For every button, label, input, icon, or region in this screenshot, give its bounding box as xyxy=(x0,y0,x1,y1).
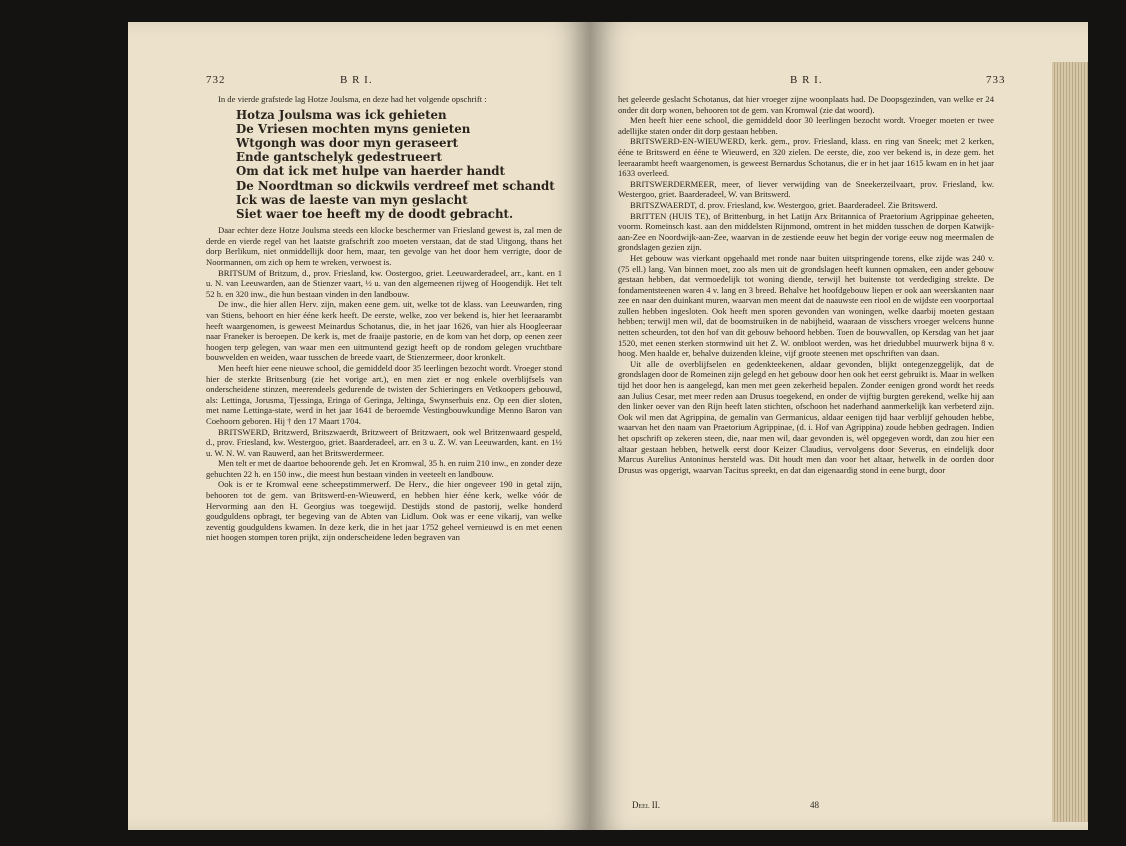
paragraph: Men heeft hier eene school, die gemiddeld door 30 leerlingen bezocht wordt. Vroeger moeten er twee adellijke staten onder dit dorp gestaan hebben. xyxy=(618,115,994,136)
paragraph: Men telt er met de daartoe behoorende geh. Jet en Kromwal, 35 h. en ruim 210 inw., en zonder deze gehuchten 22 h. en 150 inw., die meest hun bestaan vinden in veeteelt en landbouw. xyxy=(206,458,562,479)
verse-line: Wtgongh was door myn geraseert xyxy=(236,136,459,150)
left-page-text xyxy=(206,94,562,543)
entry-britswerd-en-wieuwerd: BRITSWERD-EN-WIEUWERD, kerk. gem., prov. Friesland, klass. en ring van Sneek; met 2 kerken, ééne te Britswerd en ééne te Wieuwerd, en 320 zielen. De eerste, die, zoo ver bekend is, in deze gem. het leeraarambt heeft waargenomen, is geweest Bernardus Schotanus, die er in het jaar 1615 kwam en in het jaar 1633 overleed. xyxy=(618,136,994,179)
page-number-left: 732 xyxy=(206,74,226,86)
page-number-right: 733 xyxy=(986,74,1006,86)
paragraph: Daar echter deze Hotze Joulsma steeds een klocke beschermer van Friesland gewest is, zal men de derde en vierde regel van het laatste grafschrift zoo moeten verstaan, dat de stad Uitgong, thans het dorp Berlikum, niet onmiddellijk door hem, maar, ten gevolge van het door hem verrigte, door de Noormannen, om zich op hem te wreken, verwoest is. xyxy=(206,225,562,267)
verse-line: Ende gantschelyk gedestrueert xyxy=(236,150,442,165)
running-head-left: B R I. xyxy=(340,74,373,86)
verse-line: Ick was de laeste van myn geslacht xyxy=(236,192,468,207)
entry-britswerdermeer: BRITSWERDERMEER, meer, of liever verwijding van de Sneekerzeilvaart, prov. Friesland, kw. Westergoo, griet. Baarderadeel, W. van Britswerd. xyxy=(618,178,994,200)
entry-britsum: BRITSUM of Britzum, d., prov. Friesland, kw. Oostergoo, griet. Leeuwarderadeel, arr., kant. en 1 u. N. van Leeuwarden, aan de Stienzer vaart, ½ u. van den algemeenen rijweg of Hoogendijk. Het telt 52 h. en 320 inw., die hun bestaan vinden in den landbouw. xyxy=(206,267,562,299)
intro-line: In de vierde grafstede lag Hotze Joulsma, en deze had het volgende opschrift : xyxy=(218,94,487,104)
verse-line: Siet waer toe heeft my de doodt gebracht. xyxy=(236,207,514,222)
entry-britten: BRITTEN (HUIS TE), of Brittenburg, in het Latijn Arx Britannica of Praetorium Agrippinae geheeten, voorm. Romeinsch kast. aan den middelsten Rijnmond, omtrent in het midden tusschen de dorpen Katwijk-aan-Zee en Noordwijk-aan-Zee, waarvan in de zestiende eeuw het begin der vorige eeuw nog meermalen de grondslagen gezien zijn. xyxy=(618,210,994,253)
entry-britswerd: BRITSWERD, Britzwerd, Britszwaerdt, Britzweert of Britzwaert, ook wel Britzenwaard gespeld, d., prov. Friesland, kw. Westergoo, griet. Baarderadeel, arr. en 3 u. Z. W. van Leeuwarden, kant. en 1½ u. W. N. W. van Rauwerd, aan het Britswerdermeer. xyxy=(206,426,562,458)
entry-britszwaerdt: BRITSZWAERDT, d. prov. Friesland, kw. Westergoo, griet. Baarderadeel. Zie Britswerd. xyxy=(630,199,938,210)
verse-line: De Noordtman so dickwils verdreef met schandt xyxy=(236,178,555,193)
verse-line: Hotza Joulsma was ick gehieten xyxy=(236,107,447,122)
paragraph: het geleerde geslacht Schotanus, dat hier vroeger zijne woonplaats had. De Doopsgezinden, van welke er 24 onder dit dorp wonen, behooren tot de gem. van Kromwal (zie dat woord). xyxy=(618,94,994,115)
left-page xyxy=(128,22,590,830)
paragraph: De inw., die hier allen Herv. zijn, maken eene gem. uit, welke tot de klass. van Leeuwarden, ring van Stiens, behoort en hier ééne kerk heeft. De eerste, welke, zoo ver bekend is, hier het leeraarambt heeft waargenomen, is geweest Meinardus Schotanus, die, in het jaar 1626, van hier als Hoogleeraar naar Franeker is beroepen. De kerk is, met de fraaije pastorie, en de kom van het dorp, op eenen zeer hoogen terp gelegen, van waar men een uitmuntend gezigt heeft op de rondom gelegen vruchtbare bouwvelden en weiden, waar tusschen de breede vaart, de Stienzermeer, door kronkelt. xyxy=(206,299,562,363)
paragraph: Uit alle de overblijfselen en gedenkteekenen, aldaar gevonden, blijkt ontegenzeggelijk, dat de grondslagen door de Romeinen zijn gelegd en het gebouw door hen ook het eerst gebruikt is. Maar in welken tijd het door hen is aangelegd, kan men met geen zekerheid bepalen. Zonder eenigen grond wordt het reeds aan Julius Cesar, met meer reden aan Drusus toegekend, en onder de vijftig burgten gerekend, welke hij aan den linker oever van den Rijn heeft laten stichten, ofschoon het naderhand aanmerkelijk kan verbeterd zijn. Ook wil men dat Agrippina, de gemalin van Germanicus, aldaar eenigen tijd haar verblijf gehouden hebbe, waarvan het den naam van Praetorium Agrippinae, (d. i. Hof van Agrippina) zoude hebben gedragen. Indien het opschrift op zekeren steen, die, naar men wil, daar gevonden is, wèl opgegeven wordt, dan zou hier een altaar gestaan hebben, hetwelk eerst door Keizer Claudius, vervolgens door Severus, en eindelijk door Marcus Aurelius Antoninus hersteld was. Dit houdt men dan voor het altaar, hetwelk in de oorden door Drusus was opgerigt, waarvan Tacitus spreekt, en dat dan eigenaardig stond in eene burgt, door xyxy=(618,358,994,475)
verse-line: De Vriesen mochten myns genieten xyxy=(236,121,471,136)
verse-line: Om dat ick met hulpe van haerder handt xyxy=(236,164,505,179)
signature-mark: 48 xyxy=(810,800,819,810)
paragraph: Ook is er te Kromwal eene scheepstimmerwerf. De Herv., die hier ongeveer 190 in getal zijn, behooren tot de gem. van Britswerd-en-Wieuwerd, en hebben hier ééne kerk, welke vóór de Hervorming aan den H. Georgius was toegewijd. Destijds stond de pastorij, welke honderd goudguldens opbragt, ter begeving van de Abten van Lidlum. Ook was er eene vikarij, van welke zeventig goudguldens kwamen. In deze kerk, die in het jaar 1752 geheel vernieuwd is en met eenen niet hoogen stompen toren prijkt, zijn onderscheidene leden begraven van xyxy=(206,479,562,543)
page-edges xyxy=(1052,62,1088,822)
paragraph: Men heeft hier eene nieuwe school, die gemiddeld door 35 leerlingen bezocht wordt. Vroeger stond hier de sterkte Britsenburg (zie het vorige art.), en men ziet er nog enkele overblijfsels van onderscheidene stinzen, meerendeels gedurende de twisten der Schieringers en Vetkoopers gebouwd, als: Lettinga, Jorusma, Tjessinga, Eringa of Geringa, Jeltinga, Swynserhuis enz. Op een dier sloten, met name Lettinga-state, werd in het jaar 1641 de beroemde Vestingbouwkundige Menno Baron van Coehoorn geboren. Hij † den 17 Maart 1704. xyxy=(206,362,562,426)
right-page-text xyxy=(618,94,994,475)
epitaph-verse xyxy=(236,108,562,222)
open-book xyxy=(128,22,1088,830)
paragraph: Het gebouw was vierkant opgehaald met ronde naar buiten uitspringende torens, elke zijde was 240 v. (75 ell.) lang. Van binnen moet, zoo als men uit de grondslagen heeft kunnen opmaken, een ander gebouw gestaan hebben, dat vermoedelijk tot woning diende, terwijl het buitenste tot verdediging strekte. De fondamentsteenen waren 4 v. lang en 3 breed. Behalve het hoofdgebouw liepen er ook aan weerskanten naar zee en naar den duinkant muren, waarvan men meent dat de naauwste een riool en de wijdste een voorportaal zullen hebben ingesloten. Ook heeft men sporen gevonden van woningen, welke daarbij moeten gestaan hebben; terwijl men wil, dat de boomstruiken in de nabijheid, waaraan de visschers vroeger welcens hunne netten scheurden, tot den hof van dit gebouw behoord hebben. Toen de bouwvallen, op Kersdag van het jaar 1520, met eenen sterken stormwind uit het Z. W. ontbloot werden, was het driedubbel muurwerk bijna 8 v. hoog. Men haalde er, behalve duizenden kleine, vijf groote steenen met opschriften van daan. xyxy=(618,252,994,359)
volume-label: Deel II. xyxy=(632,800,660,810)
running-head-right: B R I. xyxy=(790,74,823,86)
right-page xyxy=(590,22,1088,830)
